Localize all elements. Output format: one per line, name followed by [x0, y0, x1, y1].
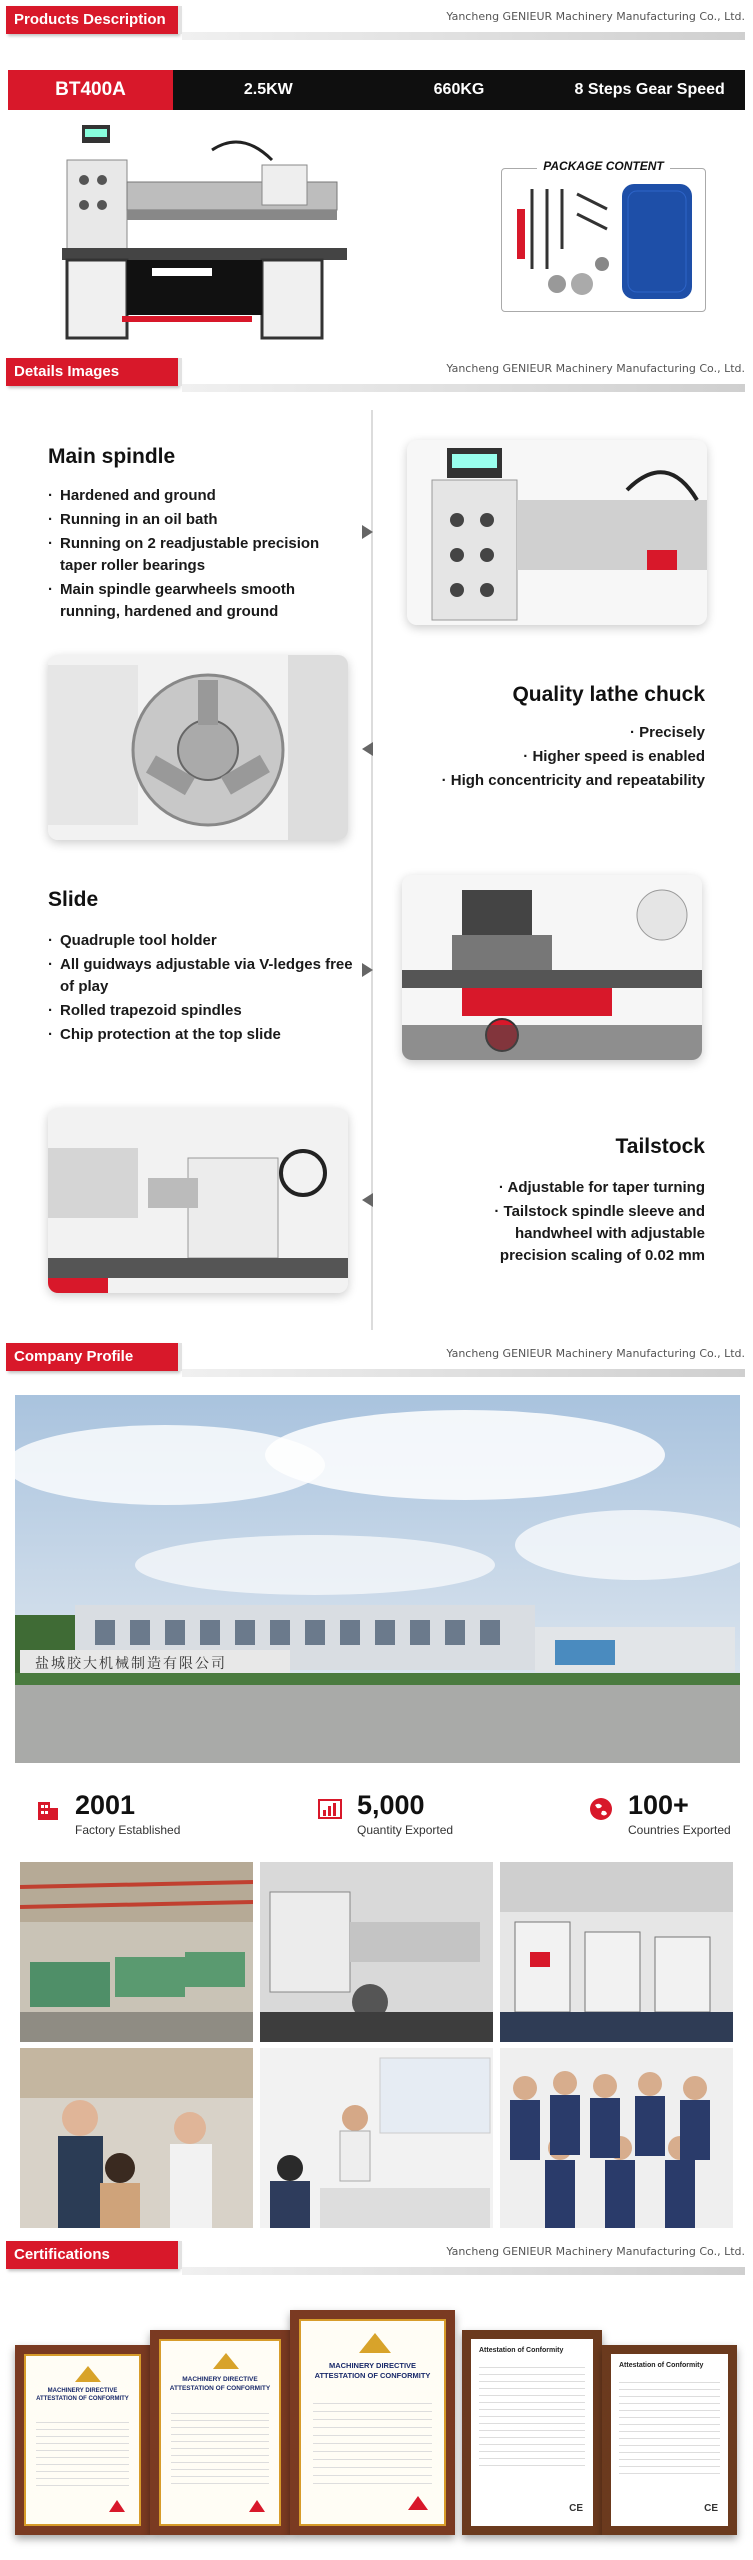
stat-value: 5,000: [357, 1790, 425, 1820]
feature-title-tailstock: Tailstock: [615, 1135, 705, 1158]
list-item: · Quadruple tool holder: [48, 930, 358, 952]
arrow-right-icon: [362, 525, 373, 539]
details-section-header: [0, 352, 753, 394]
list-item: · Rolled trapezoid spindles: [48, 1000, 358, 1022]
feature-image-main-spindle: [407, 440, 707, 625]
arrow-right-icon: [362, 963, 373, 977]
factory-photo: [15, 1395, 740, 1763]
feature-image-lathe-chuck: [48, 655, 348, 840]
certificate-title: Attestation of Conformity: [479, 2347, 564, 2354]
list-item: · Higher speed is enabled: [425, 746, 705, 768]
meeting-photo: [260, 2048, 493, 2228]
ce-mark: CE: [569, 2503, 583, 2514]
company-section-header: [0, 1337, 753, 1379]
section-tag: Company Profile: [6, 1343, 178, 1371]
package-content-box: [501, 159, 706, 312]
chart-icon: [317, 1796, 343, 1822]
certificate-title: MACHINERY DIRECTIVE: [47, 2388, 118, 2394]
factory-sign: 盐城胶大机械制造有限公司: [35, 1656, 227, 1672]
products-section-header: [0, 0, 753, 42]
certificate-subtitle: ATTESTATION OF CONFORMITY: [314, 2371, 431, 2380]
arrow-left-icon: [362, 1193, 373, 1207]
section-tag: Certifications: [6, 2241, 178, 2269]
package-tools-image: [502, 169, 707, 313]
list-item: · Main spindle gearwheels smooth running, hardened and ground: [48, 579, 358, 623]
header-divider: [182, 2267, 745, 2275]
feature-image-tailstock: [48, 1108, 348, 1293]
company-name: Yancheng GENIEUR Machinery Manufacturing Co., Ltd.: [446, 10, 745, 23]
certificate-subtitle: ATTESTATION OF CONFORMITY: [36, 2396, 129, 2402]
spec-power: 2.5KW: [243, 81, 293, 98]
company-name: Yancheng GENIEUR Machinery Manufacturing Co., Ltd.: [446, 362, 745, 375]
list-item: · Precisely: [425, 722, 705, 744]
company-name: Yancheng GENIEUR Machinery Manufacturing Co., Ltd.: [446, 1347, 745, 1360]
feature-list-main-spindle: [48, 485, 358, 625]
certifications-section-header: [0, 2235, 753, 2277]
spec-model: BT400A: [8, 70, 173, 110]
spec-bar: [8, 70, 745, 110]
list-item: · Hardened and ground: [48, 485, 358, 507]
certificate-title: Attestation of Conformity: [619, 2362, 704, 2369]
team-photo-1: [20, 2048, 253, 2228]
feature-title-main-spindle: Main spindle: [48, 445, 176, 468]
list-item: · Running on 2 readjustable precision taper roller bearings: [48, 533, 358, 577]
spec-gear: 8 Steps Gear Speed: [574, 81, 725, 98]
list-item: · Chip protection at the top slide: [48, 1024, 358, 1046]
spec-weight: 660KG: [433, 81, 485, 98]
certificate-title: MACHINERY DIRECTIVE: [182, 2376, 258, 2383]
certificate-seal-icon: [73, 2364, 103, 2384]
team-photo-2: [500, 2048, 733, 2228]
header-divider: [182, 1369, 745, 1377]
certificate-4: [462, 2330, 602, 2535]
workshop-photo-2: [260, 1862, 493, 2042]
certificate-3: [290, 2310, 455, 2535]
stat-value: 100+: [628, 1790, 689, 1820]
workshop-photo-3: [500, 1862, 733, 2042]
ce-mark: CE: [704, 2503, 718, 2514]
certificate-1: [15, 2345, 150, 2535]
header-divider: [182, 32, 745, 40]
certificate-seal-icon: [357, 2331, 393, 2355]
stamp-icon: [247, 2498, 267, 2514]
feature-title-slide: Slide: [48, 888, 99, 911]
stamp-icon: [406, 2494, 430, 2512]
list-item: · All guidways adjustable via V-ledges free of play: [48, 954, 358, 998]
package-content-title: PACKAGE CONTENT: [537, 159, 669, 173]
stat-label: Quantity Exported: [357, 1823, 454, 1837]
feature-title-lathe-chuck: Quality lathe chuck: [512, 683, 705, 706]
workshop-photo-1: [20, 1862, 253, 2042]
lathe-machine-image: [62, 120, 352, 345]
timeline-divider: [371, 410, 373, 1330]
header-divider: [182, 384, 745, 392]
certificate-subtitle: ATTESTATION OF CONFORMITY: [169, 2385, 271, 2392]
list-item: · Tailstock spindle sleeve and handwheel with adjustable precision scaling of 0.02 mm: [445, 1201, 705, 1267]
list-item: · Running in an oil bath: [48, 509, 358, 531]
arrow-left-icon: [362, 742, 373, 756]
list-item: · Adjustable for taper turning: [445, 1177, 705, 1199]
company-name: Yancheng GENIEUR Machinery Manufacturing Co., Ltd.: [446, 2245, 745, 2258]
building-icon: [35, 1796, 61, 1822]
certificate-seal-icon: [211, 2351, 241, 2371]
section-tag: Products Description: [6, 6, 178, 34]
globe-icon: [588, 1796, 614, 1822]
list-item: · High concentricity and repeatability: [425, 770, 705, 792]
certificate-2: [150, 2330, 290, 2535]
feature-list-lathe-chuck: [425, 722, 705, 794]
stamp-icon: [107, 2498, 127, 2514]
certificate-5: [602, 2345, 737, 2535]
stat-label: Countries Exported: [628, 1823, 731, 1837]
feature-image-slide: [402, 875, 702, 1060]
section-tag: Details Images: [6, 358, 178, 386]
certificate-title: MACHINERY DIRECTIVE: [328, 2361, 417, 2370]
stat-label: Factory Established: [75, 1823, 181, 1837]
feature-list-tailstock: [445, 1177, 705, 1269]
stat-value: 2001: [75, 1790, 136, 1820]
feature-list-slide: [48, 930, 358, 1048]
